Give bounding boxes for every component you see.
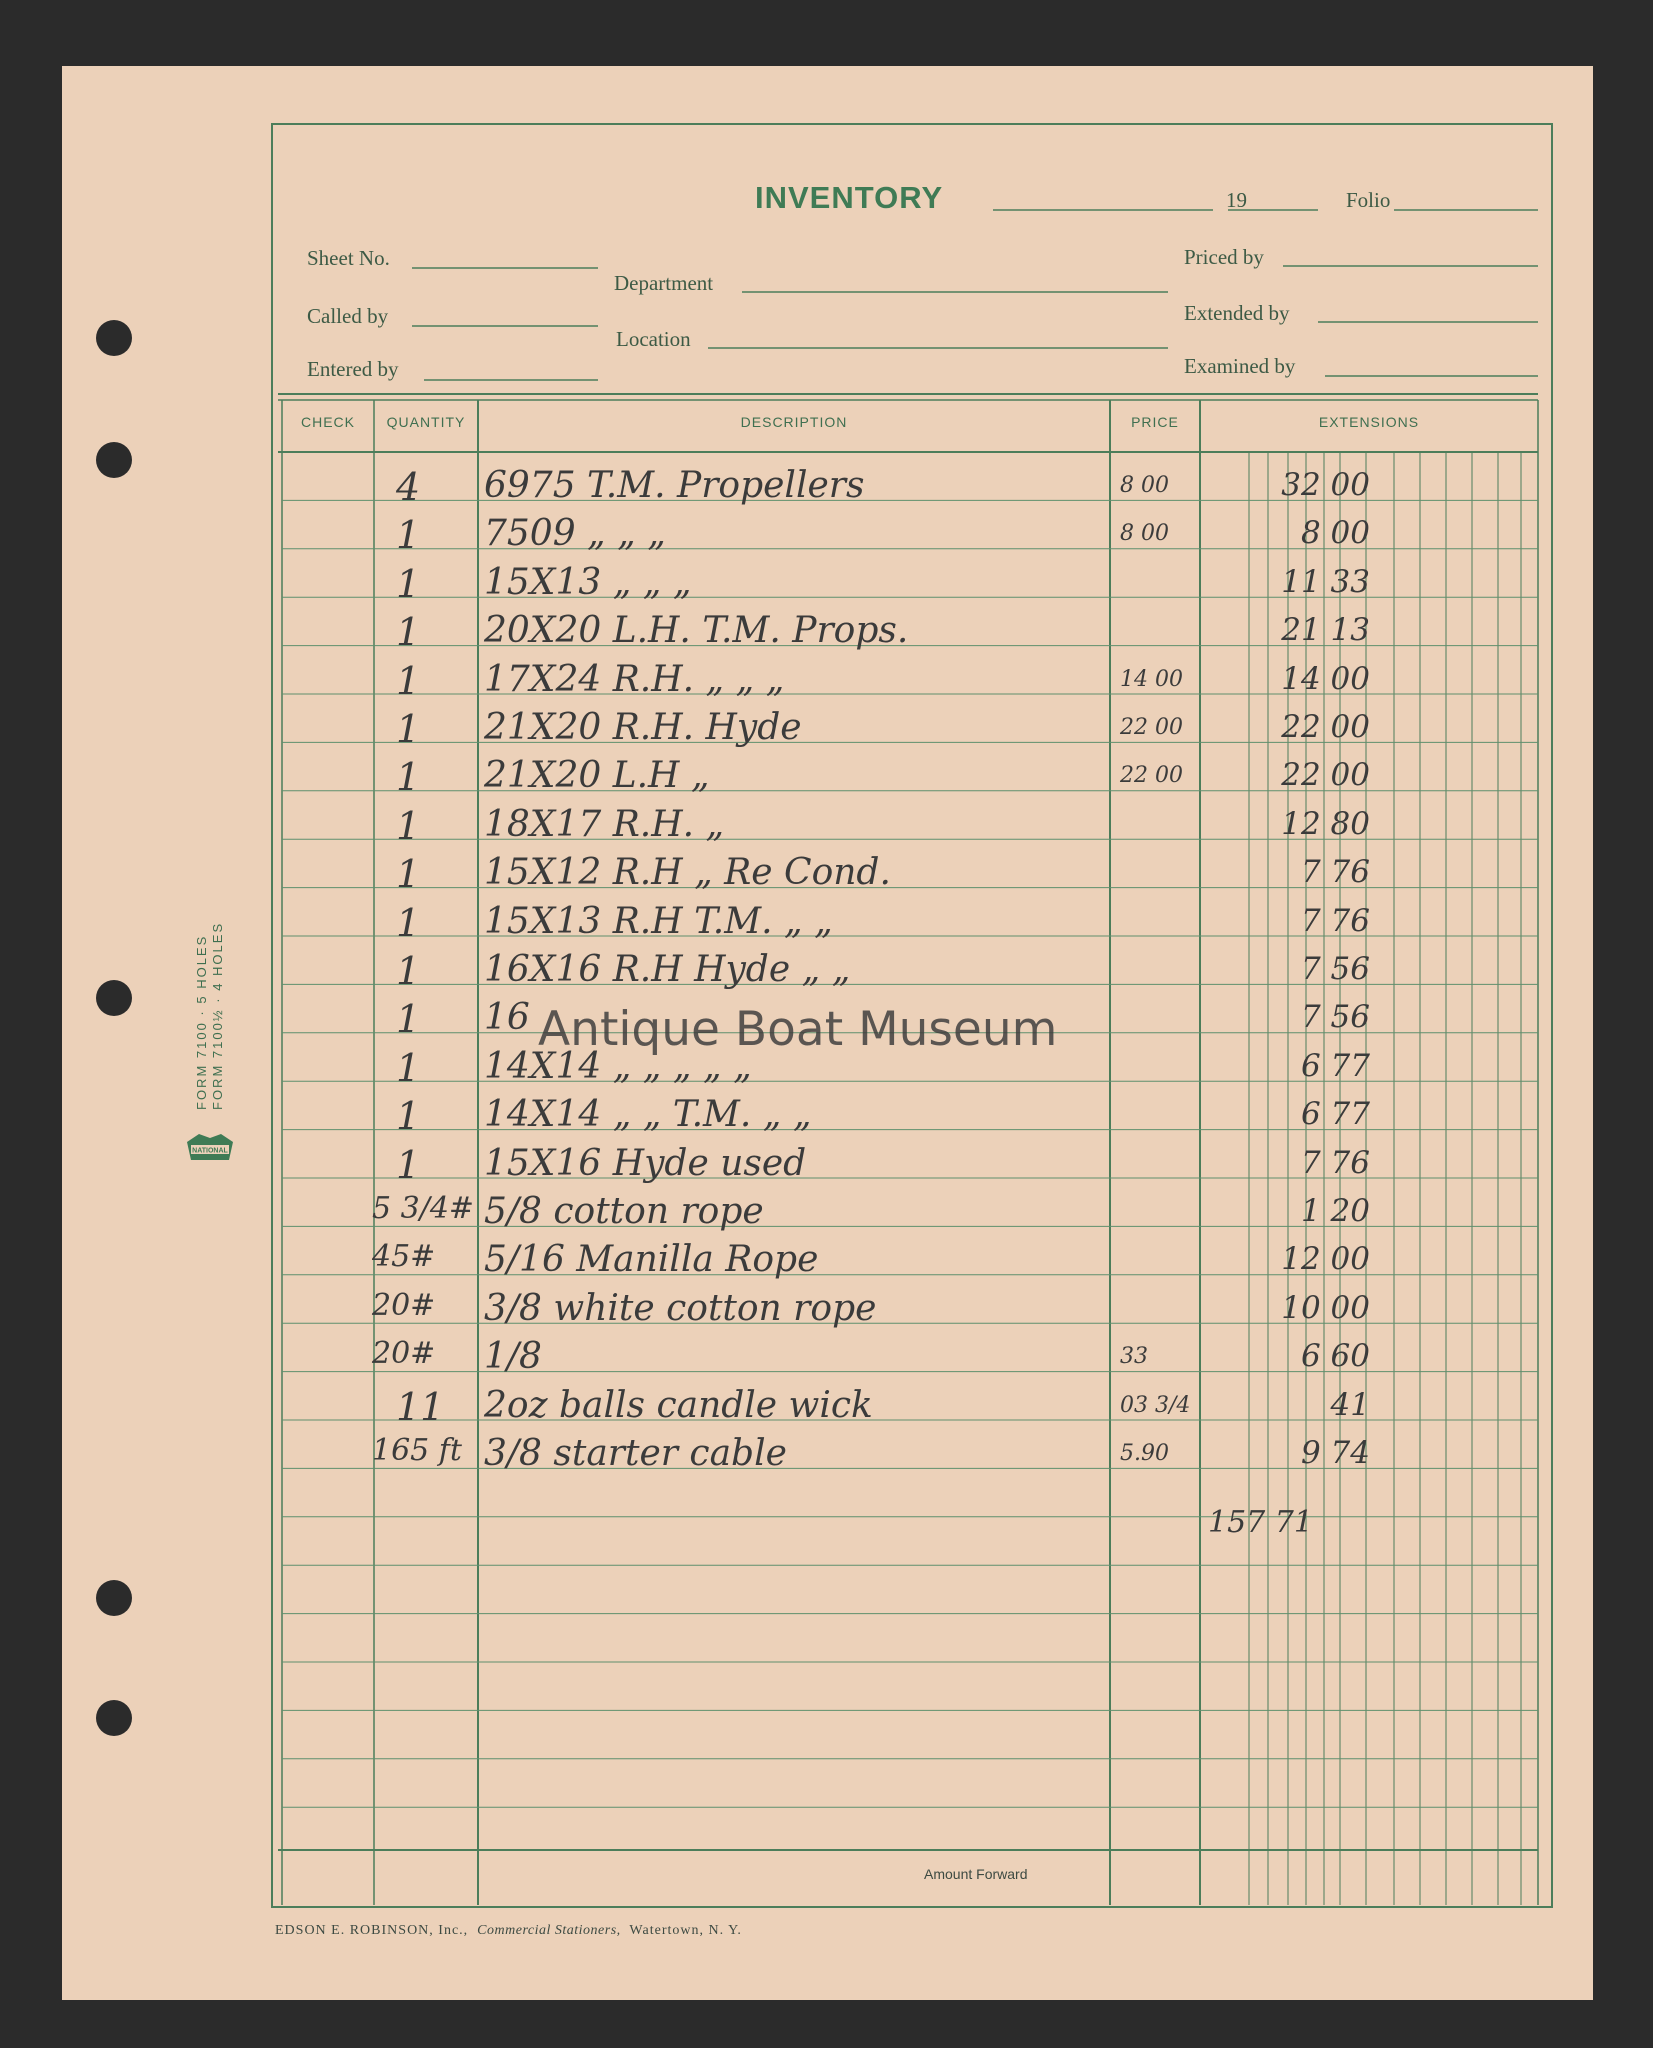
row-extension: 6 77 bbox=[1300, 1047, 1370, 1084]
row-extension: 9 74 bbox=[1300, 1435, 1370, 1471]
examined-by-label: Examined by bbox=[1184, 354, 1296, 378]
row-quantity: 1 bbox=[396, 755, 421, 800]
row-description: 14X14 „ „ „ „ „ bbox=[484, 1045, 752, 1087]
printer-company: EDSON E. ROBINSON, Inc., bbox=[275, 1923, 469, 1938]
row-extension: 41 bbox=[1330, 1386, 1370, 1423]
printer-city: Watertown, N. Y. bbox=[629, 1923, 742, 1938]
column-header-description: DESCRIPTION bbox=[740, 414, 848, 430]
row-price: 8 00 bbox=[1120, 521, 1169, 547]
row-quantity: 1 bbox=[396, 997, 421, 1042]
row-description: 15X12 R.H „ Re Cond. bbox=[484, 852, 891, 894]
row-quantity: 45# bbox=[372, 1239, 436, 1275]
row-description: 2oz balls candle wick bbox=[484, 1384, 873, 1426]
national-logo-icon bbox=[185, 1130, 235, 1166]
row-price: 33 bbox=[1120, 1344, 1148, 1370]
row-description: 3/8 white cotton rope bbox=[484, 1287, 877, 1329]
row-description: 1/8 bbox=[484, 1336, 542, 1378]
printer-imprint bbox=[275, 1923, 742, 1939]
row-description: 15X13 „ „ „ bbox=[484, 561, 692, 603]
row-description: 7509 „ „ „ bbox=[484, 513, 666, 555]
sheet-no-label: Sheet No. bbox=[307, 246, 390, 270]
row-description: 21X20 R.H. Hyde bbox=[484, 707, 802, 748]
row-quantity: 1 bbox=[396, 1142, 421, 1187]
row-quantity: 165 ft bbox=[372, 1433, 462, 1468]
row-price: 22 00 bbox=[1120, 763, 1183, 789]
row-quantity: 1 bbox=[396, 949, 421, 993]
row-extension: 7 56 bbox=[1300, 951, 1370, 987]
watermark-text: Antique Boat Museum bbox=[538, 1002, 1058, 1057]
column-header-quantity: QUANTITY bbox=[386, 414, 466, 430]
row-quantity: 1 bbox=[396, 658, 421, 703]
row-extension: 7 76 bbox=[1300, 854, 1370, 891]
logo-text: NATIONAL bbox=[192, 1147, 228, 1155]
column-header-check: CHECK bbox=[300, 414, 355, 430]
row-quantity: 1 bbox=[396, 707, 421, 751]
location-label: Location bbox=[616, 327, 691, 351]
row-quantity: 1 bbox=[396, 513, 421, 558]
row-quantity: 1 bbox=[396, 610, 421, 655]
priced-by-label: Priced by bbox=[1184, 245, 1264, 269]
row-description: 21X20 L.H „ bbox=[484, 755, 710, 797]
row-extension: 7 76 bbox=[1300, 1144, 1370, 1181]
row-extension: 1 20 bbox=[1300, 1193, 1370, 1229]
amount-forward-label: Amount Forward bbox=[924, 1866, 1028, 1882]
row-quantity: 1 bbox=[396, 852, 421, 897]
printer-stationers: Commercial Stationers, bbox=[477, 1923, 621, 1938]
form-number-line-1: FORM 7100 · 5 HOLES bbox=[194, 934, 209, 1110]
department-label: Department bbox=[614, 271, 714, 295]
row-quantity: 11 bbox=[396, 1384, 445, 1429]
row-quantity: 1 bbox=[396, 561, 421, 606]
row-extension: 8 00 bbox=[1300, 515, 1370, 552]
row-description: 5/8 cotton rope bbox=[484, 1191, 764, 1232]
row-quantity: 1 bbox=[396, 1094, 421, 1139]
row-description: 15X16 Hyde used bbox=[484, 1142, 807, 1184]
row-price: 14 00 bbox=[1120, 666, 1183, 692]
row-extension: 32 00 bbox=[1281, 467, 1370, 503]
row-description: 6975 T.M. Propellers bbox=[484, 465, 865, 506]
row-quantity: 1 bbox=[396, 1045, 421, 1090]
row-extension: 6 60 bbox=[1300, 1338, 1370, 1375]
row-description: 15X13 R.H T.M. „ „ bbox=[484, 900, 833, 942]
row-extension: 10 00 bbox=[1281, 1289, 1370, 1326]
form-number-line-2: FORM 7100½ · 4 HOLES bbox=[210, 921, 225, 1110]
row-extension: 21 13 bbox=[1281, 612, 1370, 649]
year-prefix: 19 bbox=[1226, 188, 1247, 212]
row-description: 5/16 Manilla Rope bbox=[484, 1239, 819, 1281]
row-description: 18X17 R.H. „ bbox=[484, 803, 725, 845]
column-header-extensions: EXTENSIONS bbox=[1318, 414, 1420, 430]
row-quantity: 5 3/4# bbox=[372, 1191, 475, 1226]
folio-label: Folio bbox=[1346, 188, 1391, 212]
row-quantity: 4 bbox=[396, 465, 421, 509]
row-quantity: 1 bbox=[396, 803, 421, 848]
row-extension: 14 00 bbox=[1281, 660, 1370, 697]
row-price: 03 3/4 bbox=[1120, 1392, 1191, 1418]
form-title: INVENTORY bbox=[755, 180, 944, 215]
row-extension: 12 80 bbox=[1281, 805, 1370, 842]
row-extension: 6 77 bbox=[1300, 1096, 1370, 1133]
called-by-label: Called by bbox=[307, 304, 389, 328]
row-price: 22 00 bbox=[1120, 715, 1183, 740]
grand-total: 157 71 bbox=[1208, 1505, 1313, 1540]
row-price: 5.90 bbox=[1120, 1441, 1169, 1466]
row-description: 17X24 R.H. „ „ „ bbox=[484, 658, 785, 700]
row-quantity: 20# bbox=[372, 1336, 436, 1372]
row-quantity: 20# bbox=[372, 1287, 436, 1323]
row-description: 20X20 L.H. T.M. Props. bbox=[484, 610, 909, 652]
form-number-print bbox=[190, 905, 230, 1115]
row-quantity: 1 bbox=[396, 900, 421, 945]
row-extension: 7 76 bbox=[1300, 902, 1370, 939]
row-price: 8 00 bbox=[1120, 473, 1169, 498]
row-description: 14X14 „ „ T.M. „ „ bbox=[484, 1094, 812, 1136]
row-extension: 22 00 bbox=[1281, 757, 1370, 794]
row-extension: 12 00 bbox=[1281, 1241, 1370, 1278]
row-extension: 22 00 bbox=[1281, 709, 1370, 745]
column-header-price: PRICE bbox=[1131, 414, 1179, 430]
entered-by-label: Entered by bbox=[307, 357, 399, 381]
row-description: 3/8 starter cable bbox=[484, 1433, 787, 1474]
row-extension: 7 56 bbox=[1300, 999, 1370, 1036]
row-description: 16 bbox=[484, 997, 530, 1039]
row-extension: 11 33 bbox=[1281, 563, 1370, 600]
extended-by-label: Extended by bbox=[1184, 301, 1290, 325]
row-description: 16X16 R.H Hyde „ „ bbox=[484, 949, 851, 990]
